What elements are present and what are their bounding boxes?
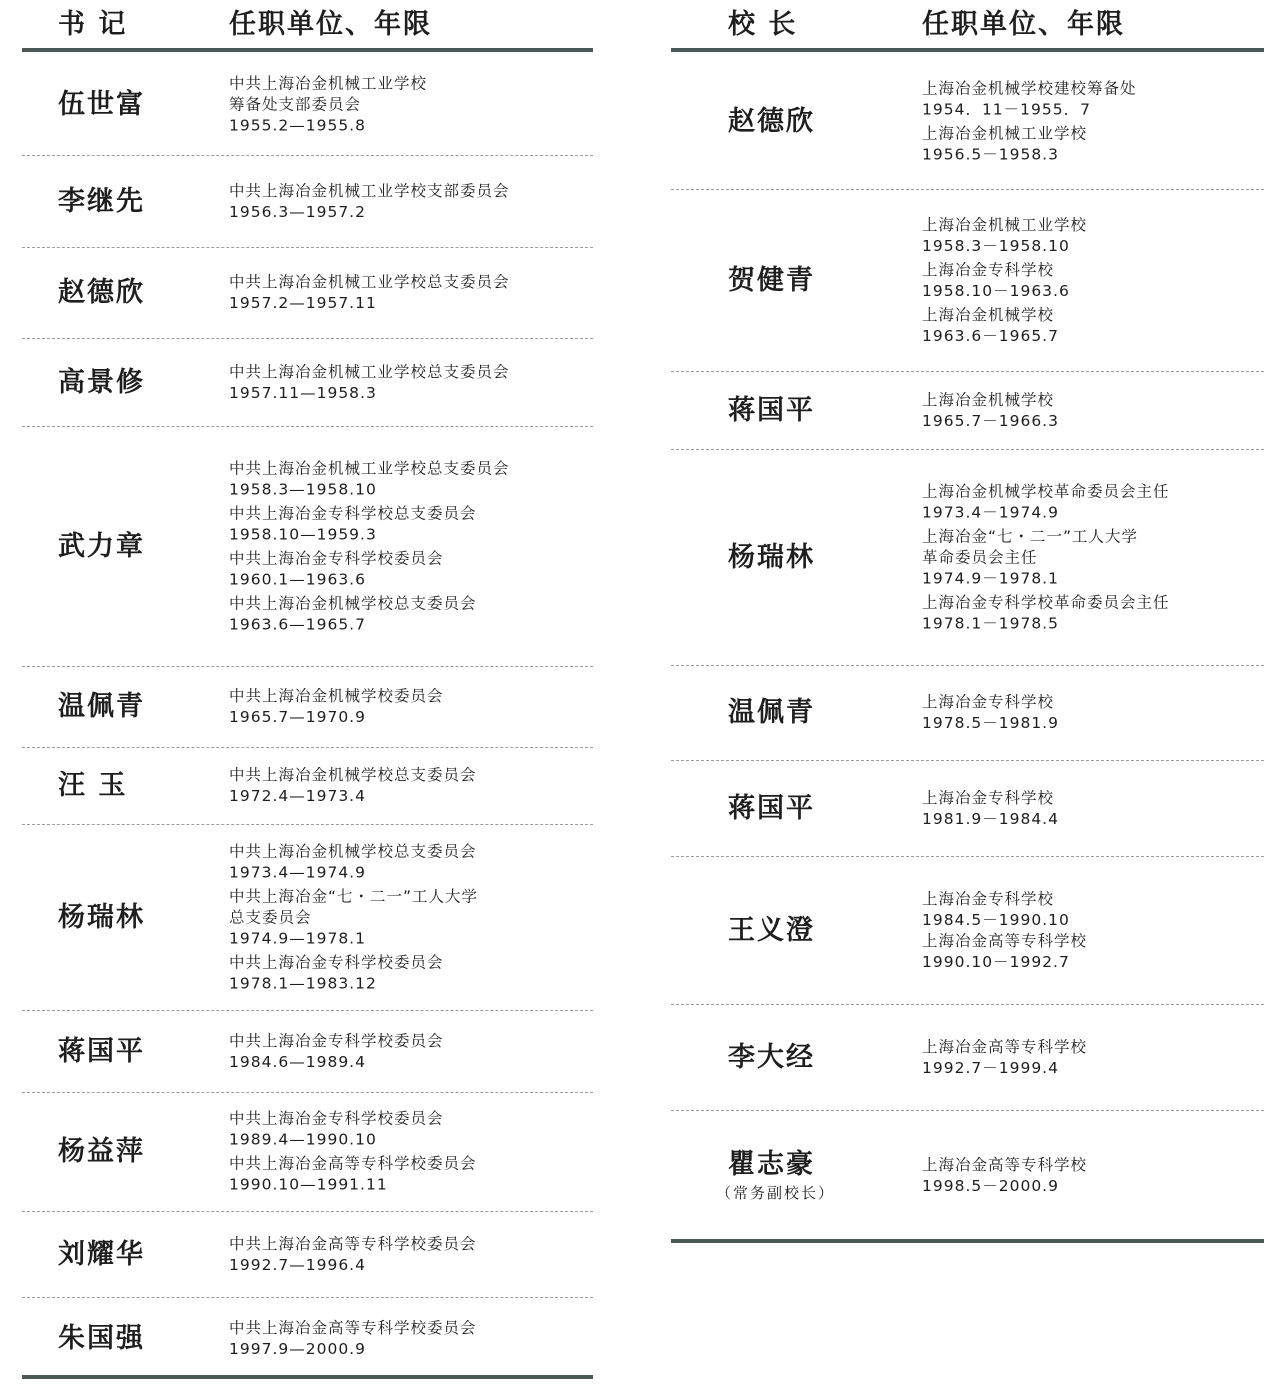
tenure-entry — [922, 692, 1059, 734]
person-role-note: （常务副校长） — [716, 1184, 836, 1202]
tenure-line: 1965.7—1970.9 — [229, 708, 366, 726]
tenure-line: 1960.1—1963.6 — [229, 570, 366, 588]
table-row — [22, 1212, 593, 1298]
tenure-list — [922, 886, 1087, 976]
tenure-list — [922, 478, 1170, 637]
table-row — [22, 1011, 593, 1093]
table-row — [22, 1093, 593, 1212]
tenure-line: 上海冶金高等专科学校 — [922, 1156, 1088, 1174]
person-name: 赵德欣 — [728, 105, 815, 137]
person-name: 蒋国平 — [728, 394, 815, 426]
table-row — [22, 825, 593, 1011]
tenure-line: 上海冶金专科学校 — [922, 788, 1055, 807]
tenure-line: 中共上海冶金机械学校总支委员会 — [229, 766, 477, 784]
table-row — [671, 1111, 1264, 1241]
tenure-line: 1973.4－1974.9 — [922, 503, 1059, 521]
tenure-line: 1958.3—1958.10 — [229, 480, 377, 498]
tenure-line: 中共上海冶金机械工业学校总支委员会 — [229, 362, 510, 381]
tenure-line: 中共上海冶金“七・二一”工人大学 — [229, 887, 479, 905]
tenure-line: 中共上海冶金机械工业学校总支委员会 — [229, 273, 510, 291]
person-name: 武力章 — [58, 530, 145, 562]
tenure-entry — [229, 952, 478, 994]
tenure-line: 中共上海冶金机械学校总支委员会 — [229, 842, 477, 860]
tenure-entry — [229, 362, 510, 404]
tenure-line: 中共上海冶金专科学校委员会 — [229, 1031, 444, 1050]
tenure-line: 上海冶金机械学校 — [922, 390, 1055, 409]
tenure-line: 中共上海冶金机械工业学校总支委员会 — [229, 459, 510, 477]
tenure-entry — [229, 503, 510, 545]
tenure-entry — [922, 1037, 1087, 1079]
tenure-line: 上海冶金专科学校 — [922, 889, 1055, 908]
tenure-line: 1984.6—1989.4 — [229, 1052, 366, 1071]
table-row — [22, 1298, 593, 1380]
tenure-line: 中共上海冶金专科学校委员会 — [229, 549, 444, 567]
table-row — [671, 1005, 1264, 1111]
tenure-entry — [229, 458, 510, 500]
tenure-line: 1992.7—1996.4 — [229, 1255, 366, 1274]
tenure-line: 上海冶金机械工业学校 — [922, 215, 1088, 234]
table-row — [22, 427, 593, 667]
tenure-line: 1958.10—1959.3 — [229, 525, 377, 543]
tenure-list — [922, 785, 1059, 833]
tenure-entry — [229, 73, 427, 136]
tenure-line: 1984.5－1990.10 — [922, 910, 1070, 929]
tenure-line: 中共上海冶金专科学校总支委员会 — [229, 504, 477, 522]
tenure-entry — [229, 1031, 444, 1073]
table-row — [22, 339, 593, 427]
tenure-entry — [229, 841, 478, 883]
tenure-entry — [922, 260, 1087, 302]
header-unit-years: 任职单位、年限 — [922, 9, 1125, 40]
person-name: 赵德欣 — [58, 277, 145, 308]
tenure-line: 1963.6—1965.7 — [229, 615, 366, 633]
tenure-line: 中共上海冶金机械学校委员会 — [229, 687, 444, 705]
tenure-line: 1958.3－1958.10 — [922, 236, 1070, 255]
tenure-list — [229, 455, 510, 638]
tenure-line: 中共上海冶金高等专科学校委员会 — [229, 1319, 477, 1337]
person-name: 汪 玉 — [58, 770, 128, 801]
tenure-entry — [922, 592, 1170, 634]
tenure-entry — [922, 78, 1137, 120]
tenure-line: 1992.7－1999.4 — [922, 1058, 1059, 1077]
tenure-line: 上海冶金专科学校 — [922, 260, 1055, 279]
tenure-list — [922, 1034, 1087, 1082]
tenure-line: 1974.9—1978.1 — [229, 929, 366, 947]
table-row — [671, 372, 1264, 450]
bottom-rule — [22, 1375, 593, 1379]
tenure-entry — [229, 1109, 477, 1151]
tenure-list — [922, 75, 1137, 168]
tenure-line: 1978.1—1983.12 — [229, 974, 377, 992]
tenure-entry — [922, 1155, 1087, 1197]
tenure-entry — [229, 181, 510, 223]
tenure-line: 1963.6－1965.7 — [922, 326, 1059, 345]
table-row — [671, 190, 1264, 372]
tenure-entry — [229, 548, 510, 590]
tenure-list — [229, 1028, 444, 1076]
header-title: 书 记 — [58, 9, 128, 40]
table-row — [671, 857, 1264, 1005]
tenure-list — [229, 269, 510, 317]
tenure-line: 中共上海冶金机械学校总支委员会 — [229, 594, 477, 612]
table-row — [22, 748, 593, 825]
tenure-line: 上海冶金高等专科学校 — [922, 931, 1088, 950]
tenure-line: 上海冶金机械学校建校筹备处 — [922, 79, 1137, 97]
table-row — [671, 54, 1264, 190]
person-name: 伍世富 — [58, 88, 145, 120]
tenure-line: 1972.4—1973.4 — [229, 787, 366, 805]
bottom-rule — [671, 1239, 1264, 1243]
tenure-line: 上海冶金高等专科学校 — [922, 1037, 1088, 1056]
tenure-line: 中共上海冶金高等专科学校委员会 — [229, 1234, 477, 1253]
tenure-entry — [229, 1154, 477, 1196]
person-name: 蒋国平 — [728, 792, 815, 824]
tenure-entry — [922, 526, 1170, 589]
tenure-line: 1957.11—1958.3 — [229, 383, 377, 402]
table-row — [22, 248, 593, 339]
person-name: 蒋国平 — [58, 1035, 145, 1067]
person-name: 贺健青 — [728, 264, 815, 296]
table-row — [22, 667, 593, 748]
tenure-line: 上海冶金“七・二一”工人大学 — [922, 527, 1139, 545]
person-name: 李大经 — [728, 1041, 815, 1073]
tenure-entry — [229, 272, 510, 314]
row-list — [22, 54, 593, 1380]
tenure-list — [229, 762, 477, 810]
tenure-line: 1998.5－2000.9 — [922, 1177, 1059, 1195]
tenure-line: 1965.7－1966.3 — [922, 411, 1059, 430]
header-title: 校 长 — [728, 9, 798, 40]
person-name: 杨瑞林 — [728, 541, 815, 573]
header-unit-years: 任职单位、年限 — [229, 9, 432, 40]
tenure-list — [229, 1106, 477, 1199]
tenure-entry — [922, 390, 1059, 432]
tenure-line: 1981.9－1984.4 — [922, 809, 1059, 828]
tenure-line: 1956.3—1957.2 — [229, 202, 366, 221]
tenure-entry — [229, 765, 477, 807]
tenure-entry — [229, 593, 510, 635]
table-row — [671, 450, 1264, 666]
tenure-line: 1973.4—1974.9 — [229, 863, 366, 881]
tenure-list — [229, 178, 510, 226]
tenure-list — [229, 1315, 477, 1363]
tenure-entry — [229, 1234, 477, 1276]
tenure-entry — [922, 305, 1087, 347]
person-name: 杨瑞林 — [58, 901, 145, 933]
person-name: 高景修 — [58, 366, 145, 398]
person-name: 温佩青 — [728, 697, 815, 728]
person-name: 朱国强 — [58, 1323, 145, 1354]
tenure-line: 1955.2—1955.8 — [229, 116, 366, 134]
table-row — [671, 761, 1264, 857]
tenure-list — [229, 1231, 477, 1279]
header-rule — [22, 48, 593, 52]
tenure-list — [229, 683, 444, 731]
tenure-line: 上海冶金专科学校 — [922, 693, 1055, 711]
tenure-line: 中共上海冶金机械工业学校 — [229, 74, 428, 92]
tenure-list — [229, 838, 478, 997]
table-row — [22, 54, 593, 156]
tenure-list — [922, 212, 1087, 350]
tenure-entry — [229, 686, 444, 728]
tenure-line: 上海冶金机械学校革命委员会主任 — [922, 482, 1170, 500]
tenure-line: 总支委员会 — [229, 908, 312, 926]
tenure-line: 上海冶金专科学校革命委员会主任 — [922, 593, 1170, 611]
table-row — [671, 666, 1264, 761]
tenure-line: 1990.10－1992.7 — [922, 952, 1070, 971]
tenure-line: 1974.9－1978.1 — [922, 569, 1059, 587]
secretary-table — [22, 0, 593, 1390]
tenure-list — [229, 70, 427, 139]
tenure-line: 1978.1－1978.5 — [922, 614, 1059, 632]
tenure-line: 1978.5－1981.9 — [922, 714, 1059, 732]
tenure-line: 1954．11－1955．7 — [922, 100, 1091, 118]
tenure-line: 1958.10－1963.6 — [922, 281, 1070, 300]
tenure-list — [922, 387, 1059, 435]
tenure-entry — [922, 215, 1087, 257]
principal-table — [671, 0, 1264, 1250]
tenure-line: 1956.5－1958.3 — [922, 145, 1059, 163]
header-rule — [671, 48, 1264, 52]
tenure-line: 1990.10—1991.11 — [229, 1175, 388, 1194]
tenure-entry — [922, 889, 1087, 973]
tenure-line: 革命委员会主任 — [922, 548, 1038, 566]
tenure-line: 中共上海冶金机械工业学校支部委员会 — [229, 181, 510, 200]
tenure-list — [922, 1152, 1087, 1200]
tenure-line: 中共上海冶金高等专科学校委员会 — [229, 1154, 477, 1173]
tenure-entry — [922, 788, 1059, 830]
tenure-line: 1997.9—2000.9 — [229, 1340, 366, 1358]
tenure-entry — [922, 123, 1137, 165]
person-name: 王义澄 — [728, 914, 815, 946]
tenure-list — [922, 689, 1059, 737]
person-name: 温佩青 — [58, 691, 145, 722]
tenure-line: 1989.4—1990.10 — [229, 1130, 377, 1149]
row-list — [671, 54, 1264, 1241]
table-row — [22, 156, 593, 248]
tenure-line: 1957.2—1957.11 — [229, 294, 377, 312]
person-name: 瞿志豪 （常务副校长） — [716, 1149, 836, 1202]
tenure-entry — [229, 886, 478, 949]
tenure-list — [229, 359, 510, 407]
person-name: 李继先 — [58, 185, 145, 217]
person-name: 杨益萍 — [58, 1136, 145, 1167]
tenure-line: 筹备处支部委员会 — [229, 95, 362, 113]
tenure-line: 中共上海冶金专科学校委员会 — [229, 953, 444, 971]
tenure-line: 上海冶金机械工业学校 — [922, 124, 1088, 142]
person-name: 刘耀华 — [58, 1238, 145, 1270]
tenure-entry — [229, 1318, 477, 1360]
tenure-line: 上海冶金机械学校 — [922, 305, 1055, 324]
tenure-line: 中共上海冶金专科学校委员会 — [229, 1109, 444, 1128]
tenure-entry — [922, 481, 1170, 523]
